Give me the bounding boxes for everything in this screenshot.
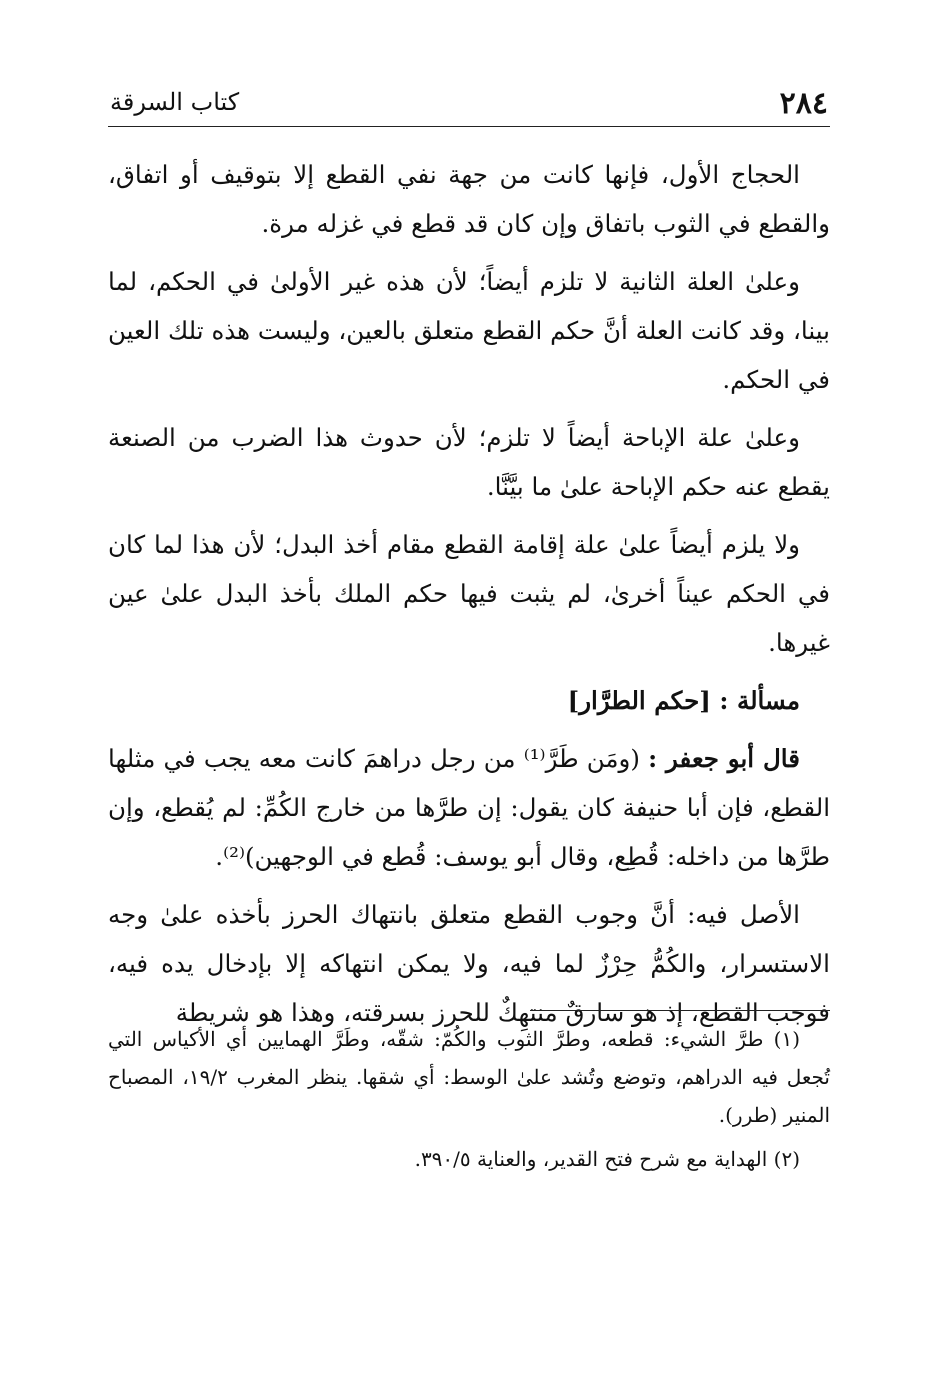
- footnote-divider: [530, 1010, 830, 1011]
- paragraph: الأصل فيه: أنَّ وجوب القطع متعلق بانتهاك الحرز بأخذه علىٰ وجه الاستسرار، والكُمُّ حِرْزٌ لما فيه، ولا يمكن انتهاكه إلا بإدخال يده فيه، فوجب القطع، إذ هو سارقٌ منتهِكٌ للحرز بسرقته، وهذا هو شريطة: [108, 900, 830, 1027]
- main-text: [108, 150, 830, 1046]
- paragraph: وعلىٰ علة الإباحة أيضاً لا تلزم؛ لأن حدوث هذا الضرب من الصنعة يقطع عنه حكم الإباحة علىٰ ما بيَّنَّا.: [108, 423, 830, 501]
- paragraph: الحجاج الأول، فإنها كانت من جهة نفي القطع إلا بتوقيف أو اتفاق، والقطع في الثوب باتفاق وإن كان قد قطع في غزله مرة.: [108, 160, 830, 238]
- page-number: ٢٨٤: [779, 86, 828, 121]
- paragraph-text: (ومَن طَرَّ⁽¹⁾ من رجل دراهمَ كانت معه يجب في مثلها القطع، فإن أبا حنيفة كان يقول: إن طرَّها من خارج الكُمِّ: لم يُقطع، وإن طرَّها من داخله: قُطِع، وقال أبو يوسف: قُطع في الوجهين)⁽²⁾.: [108, 744, 830, 871]
- footnote: (١) طرَّ الشيء: قطعه، وطرَّ الثوب والكُمّ: شقّه، وطَرَّ الهمايين أي الأكياس التي تُجعل فيه الدراهم، وتوضع وتُشد علىٰ الوسط: أي شقها. ينظر المغرب ١٩/٢، المصباح المنير (طرر).: [108, 1027, 830, 1127]
- paragraph-lead: قال أبو جعفر :: [648, 744, 800, 773]
- running-title: كتاب السرقة: [110, 88, 240, 116]
- footnote: (٢) الهداية مع شرح فتح القدير، والعناية ٣٩٠/٥.: [414, 1147, 800, 1171]
- section-heading: مسألة : [حكم الطرَّار]: [567, 686, 800, 715]
- footnotes: [108, 1020, 830, 1184]
- page-header: [108, 82, 830, 127]
- paragraph: ولا يلزم أيضاً علىٰ علة إقامة القطع مقام أخذ البدل؛ لأن هذا لما كان في الحكم عيناً أخرىٰ، لم يثبت فيها حكم الملك بأخذ البدل علىٰ عين غيرها.: [108, 530, 830, 657]
- paragraph: [108, 734, 830, 881]
- paragraph: وعلىٰ العلة الثانية لا تلزم أيضاً؛ لأن هذه غير الأولىٰ في الحكم، لما بينا، وقد كانت العلة أنَّ حكم القطع متعلق بالعين، وليست هذه تلك العين في الحكم.: [108, 267, 830, 394]
